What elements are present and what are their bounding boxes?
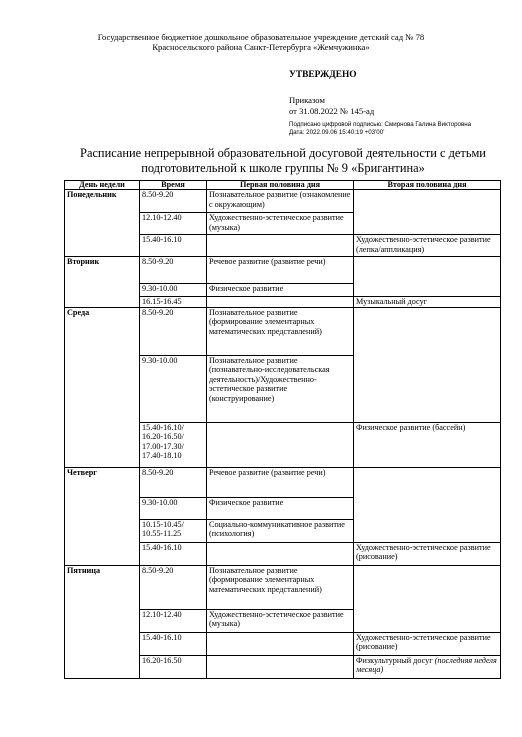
day-cell-wednesday: Среда [65, 307, 140, 467]
time-cell: 9.30-10.00 [140, 355, 207, 422]
approval-order-date: от 31.08.2022 № 145-ад [289, 106, 375, 116]
table-row [65, 190, 501, 213]
first-half-cell: Познавательное развитие (познавательно-исследовательская деятельность)/Художественно-эстетическое развитие (конструирование) [207, 355, 354, 422]
first-half-cell [207, 297, 354, 308]
second-half-cell: Физическое развитие (бассейн) [354, 422, 501, 467]
first-half-cell: Физическое развитие [207, 284, 354, 297]
activity-note: (последняя неделя месяца) [356, 655, 497, 675]
second-half-cell [354, 307, 501, 422]
first-half-cell: Познавательное развитие (формирование элементарных математических представлений) [207, 565, 354, 609]
schedule-title-line2: подготовительной к школе группы № 9 «Бригантина» [141, 161, 425, 175]
time-cell: 8.50-9.20 [140, 307, 207, 355]
time-cell: 15.40-16.10/ 16.20-16.50/ 17.00-17.30/ 17.40-18.10 [140, 422, 207, 467]
org-name-line1: Государственное бюджетное дошкольное образовательное учреждение детский сад № 78 [97, 32, 425, 42]
time-cell: 9.30-10.00 [140, 284, 207, 297]
table-row [65, 257, 501, 284]
time-text: 10.15-10.45/ 10.55-11.25 [142, 519, 184, 539]
col-header-first-half: Первая половина дня [207, 181, 354, 190]
time-cell: 8.50-9.20 [140, 467, 207, 497]
schedule-title-line1: Расписание непрерывной образовательной досуговой деятельности с детьми [80, 146, 486, 160]
approval-title: УТВЕРЖДЕНО [289, 70, 357, 80]
day-cell-tuesday: Вторник [65, 257, 140, 308]
time-cell: 16.20-16.50 [140, 655, 207, 678]
first-half-cell: Художественно-эстетическое развитие (музыка) [207, 609, 354, 632]
time-cell: 8.50-9.20 [140, 565, 207, 609]
approval-order: Приказом [289, 95, 325, 105]
table-row [65, 467, 501, 497]
time-cell [140, 519, 207, 542]
time-cell: 8.50-9.20 [140, 257, 207, 284]
activity-text: Физкультурный досуг [356, 655, 433, 665]
second-half-cell: Художественно-эстетическое развитие (рисование) [354, 632, 501, 655]
time-cell: 9.30-10.00 [140, 497, 207, 519]
first-half-cell: Физическое развитие [207, 497, 354, 519]
first-half-cell: Речевое развитие (развитие речи) [207, 257, 354, 284]
first-half-cell [207, 235, 354, 257]
table-row [65, 307, 501, 355]
table-header-row [65, 181, 501, 190]
schedule-table [64, 180, 501, 679]
org-name-line2: Красносельского района Санкт-Петербурга «Жемчужинка» [152, 42, 370, 52]
time-cell: 15.40-16.10 [140, 542, 207, 565]
first-half-cell: Познавательное развитие (ознакомление с окружающим) [207, 190, 354, 213]
time-cell: 12.10-12.40 [140, 213, 207, 235]
first-half-cell: Художественно-эстетическое развитие (музыка) [207, 213, 354, 235]
second-half-cell: Художественно-эстетическое развитие (лепка/аппликация) [354, 235, 501, 257]
first-half-cell [207, 632, 354, 655]
time-cell: 12.10-12.40 [140, 609, 207, 632]
time-cell: 16.15-16.45 [140, 297, 207, 308]
first-half-cell [207, 542, 354, 565]
second-half-cell [354, 190, 501, 235]
day-cell-monday: Понедельник [65, 190, 140, 257]
first-half-cell: Речевое развитие (развитие речи) [207, 467, 354, 497]
second-half-cell [354, 565, 501, 632]
time-cell: 15.40-16.10 [140, 235, 207, 257]
digital-signature-date: Дата: 2022.09.06 15:40:19 +03'00' [289, 129, 385, 136]
time-cell: 15.40-16.10 [140, 632, 207, 655]
digital-signature-name: Подписано цифровой подписью: Смирнова Галина Викторовна [289, 121, 472, 128]
day-cell-thursday: Четверг [65, 467, 140, 565]
first-half-cell: Познавательное развитие (формирование элементарных математических представлений) [207, 307, 354, 355]
col-header-day: День недели [65, 181, 140, 190]
second-half-cell [354, 655, 501, 678]
col-header-time: Время [140, 181, 207, 190]
first-half-cell [207, 655, 354, 678]
table-row [65, 565, 501, 609]
col-header-second-half: Вторая половина дня [354, 181, 501, 190]
time-cell: 8.50-9.20 [140, 190, 207, 213]
first-half-cell: Социально-коммуникативное развитие (психология) [207, 519, 354, 542]
second-half-cell [354, 467, 501, 542]
second-half-cell: Музыкальный досуг [354, 297, 501, 308]
day-cell-friday: Пятница [65, 565, 140, 678]
first-half-cell [207, 422, 354, 467]
second-half-cell [354, 257, 501, 297]
second-half-cell: Художественно-эстетическое развитие (рисование) [354, 542, 501, 565]
